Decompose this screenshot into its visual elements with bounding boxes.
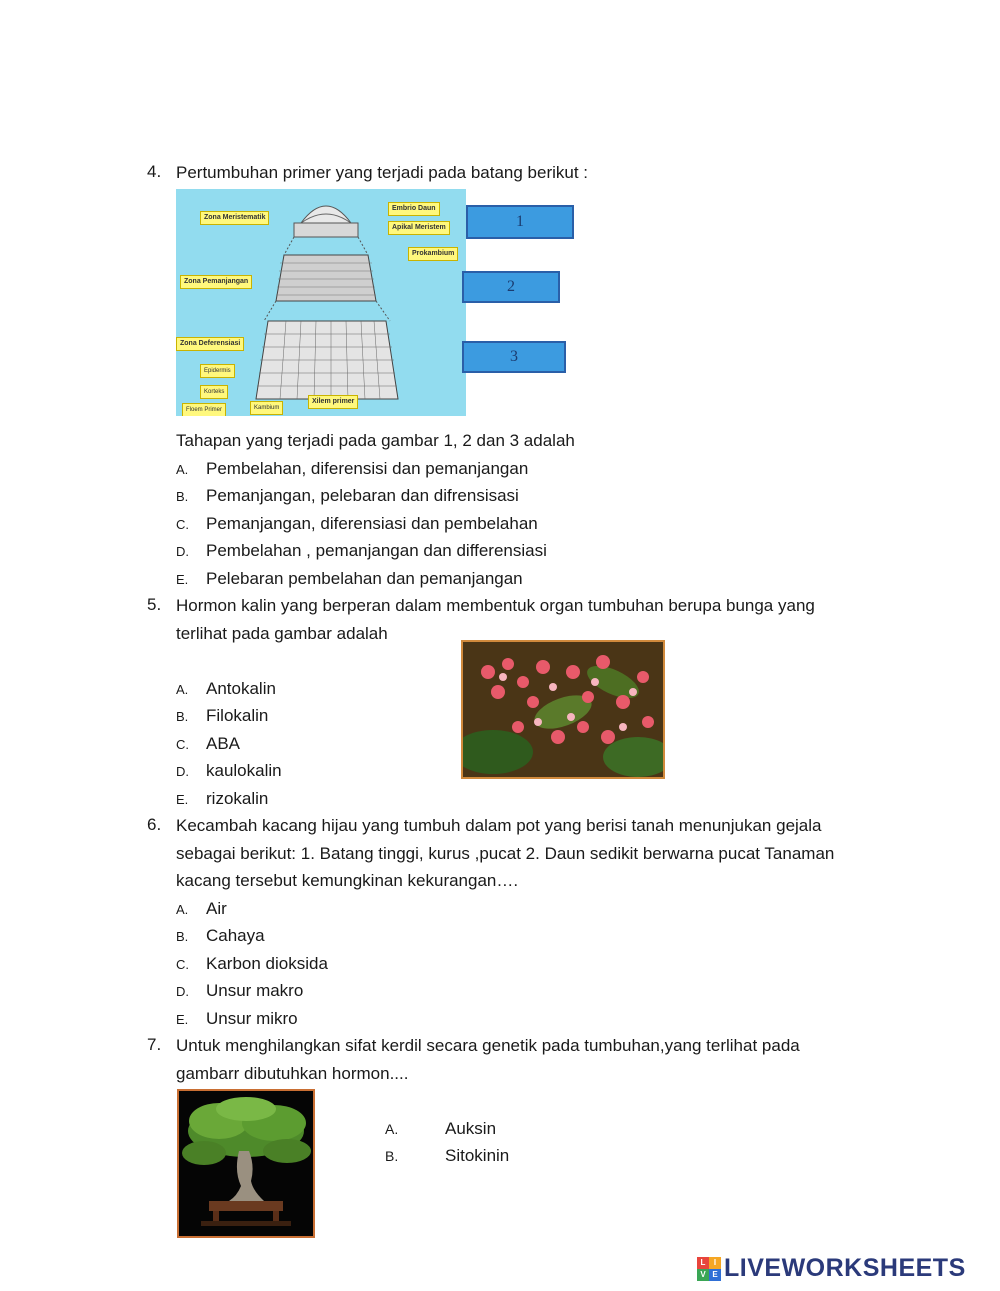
question-7-line2: gambarr dibutuhkan hormon.... [176, 1064, 409, 1083]
liveworksheets-logo [697, 1254, 966, 1283]
question-7-number: 7. [147, 1035, 162, 1054]
label-floem-primer: Floem Primer [182, 403, 226, 416]
q5-option-a-letter: A. [176, 682, 189, 697]
label-zona-meristematik: Zona Meristematik [200, 211, 269, 225]
q4-option-b[interactable]: Pemanjangan, pelebaran dan difrensisasi [206, 486, 519, 505]
q6-option-c[interactable]: Karbon dioksida [206, 954, 328, 973]
label-apikal-meristem: Apikal Meristem [388, 221, 450, 235]
q6-option-b-letter: B. [176, 929, 189, 944]
label-prokambium: Prokambium [408, 247, 458, 261]
q7-option-b-letter: B. [385, 1148, 399, 1164]
stem-growth-diagram [176, 189, 579, 416]
q5-option-e-letter: E. [176, 792, 189, 807]
q5-option-c-letter: C. [176, 737, 189, 752]
label-epidermis: Epidermis [200, 364, 235, 378]
answer-box-2[interactable]: 2 [462, 271, 560, 303]
question-5-number: 5. [147, 595, 162, 614]
bonsai-illustration [179, 1091, 313, 1236]
liveworksheets-logo-text: LIVEWORKSHEETS [724, 1254, 966, 1282]
question-4-prompt: Tahapan yang terjadi pada gambar 1, 2 dan 3 adalah [176, 431, 575, 450]
q7-option-a[interactable]: Auksin [445, 1119, 497, 1138]
liveworksheets-logo-icon: L I V E [697, 1257, 721, 1281]
flower-photo [461, 640, 665, 779]
q5-option-d[interactable]: kaulokalin [206, 761, 282, 780]
q5-option-d-letter: D. [176, 764, 189, 779]
question-6-line2: sebagai berikut: 1. Batang tinggi, kurus ,pucat 2. Daun sedikit berwarna pucat Tanaman [176, 844, 835, 863]
q4-option-c-letter: C. [176, 517, 189, 532]
question-5-line1: Hormon kalin yang berperan dalam membentuk organ tumbuhan berupa bunga yang [176, 596, 815, 615]
q4-option-a-letter: A. [176, 462, 189, 477]
q5-option-b-letter: B. [176, 709, 189, 724]
label-korteks: Korteks [200, 385, 228, 399]
question-7-line1: Untuk menghilangkan sifat kerdil secara genetik pada tumbuhan,yang terlihat pada [176, 1036, 800, 1055]
q6-option-d-letter: D. [176, 984, 189, 999]
q4-option-e[interactable]: Pelebaran pembelahan dan pemanjangan [206, 569, 523, 588]
question-6-line3: kacang tersebut kemungkinan kekurangan…. [176, 871, 519, 890]
q6-option-e[interactable]: Unsur mikro [206, 1009, 298, 1028]
flower-illustration [463, 642, 663, 777]
q4-option-d[interactable]: Pembelahan , pemanjangan dan differensiasi [206, 541, 547, 560]
q7-option-a-letter: A. [385, 1121, 399, 1137]
q6-option-c-letter: C. [176, 957, 189, 972]
q6-option-d[interactable]: Unsur makro [206, 981, 304, 1000]
q4-option-d-letter: D. [176, 544, 189, 559]
q5-option-b[interactable]: Filokalin [206, 706, 269, 725]
q6-option-a-letter: A. [176, 902, 189, 917]
label-kambium: Kambium [250, 401, 283, 415]
q4-option-b-letter: B. [176, 489, 189, 504]
q4-option-e-letter: E. [176, 572, 189, 587]
q5-option-e[interactable]: rizokalin [206, 789, 269, 808]
question-6-line1: Kecambah kacang hijau yang tumbuh dalam pot yang berisi tanah menunjukan gejala [176, 816, 822, 835]
q6-option-a[interactable]: Air [206, 899, 227, 918]
question-6-number: 6. [147, 815, 162, 834]
answer-box-1[interactable]: 1 [466, 205, 574, 239]
question-4-number: 4. [147, 162, 162, 181]
label-xilem-primer: Xilem primer [308, 395, 358, 409]
question-4-text: Pertumbuhan primer yang terjadi pada batang berikut : [176, 163, 589, 182]
answer-box-3[interactable]: 3 [462, 341, 566, 373]
q7-option-b[interactable]: Sitokinin [445, 1146, 510, 1165]
label-zona-deferensiasi: Zona Deferensiasi [176, 337, 244, 351]
question-5-line2: terlihat pada gambar adalah [176, 624, 388, 643]
label-embrio-daun: Embrio Daun [388, 202, 440, 216]
q5-option-a[interactable]: Antokalin [206, 679, 276, 698]
label-zona-pemanjangan: Zona Pemanjangan [180, 275, 252, 289]
q4-option-a[interactable]: Pembelahan, diferensisi dan pemanjangan [206, 459, 529, 478]
q4-option-c[interactable]: Pemanjangan, diferensiasi dan pembelahan [206, 514, 538, 533]
q5-option-c[interactable]: ABA [206, 734, 241, 753]
q6-option-e-letter: E. [176, 1012, 189, 1027]
q6-option-b[interactable]: Cahaya [206, 926, 265, 945]
bonsai-photo [177, 1089, 315, 1238]
